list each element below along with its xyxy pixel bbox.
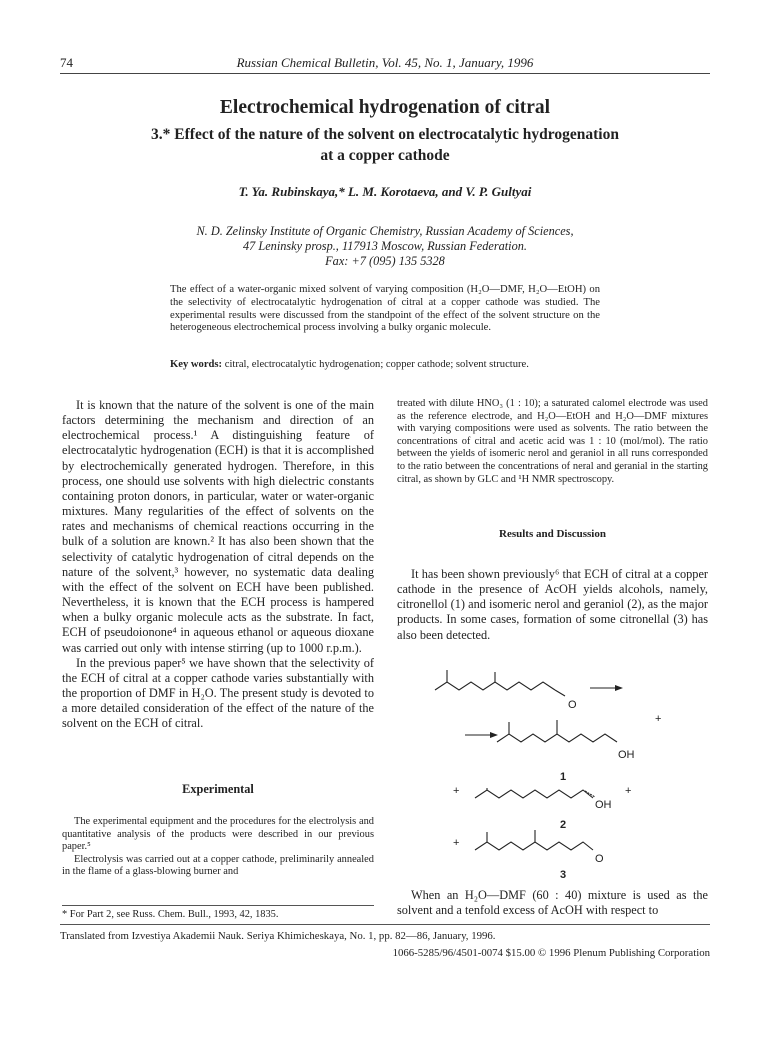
- results-heading: Results and Discussion: [499, 528, 606, 540]
- affiliation-line-1: N. D. Zelinsky Institute of Organic Chemistry, Russian Academy of Sciences,: [196, 224, 574, 238]
- arrow-head-1: [615, 685, 623, 691]
- geraniol-structure: [475, 788, 595, 798]
- citronellol-structure: [497, 720, 617, 742]
- compound-2-label: 2: [560, 819, 567, 831]
- bottom-rule: [60, 924, 710, 925]
- affiliation-line-2: 47 Leninsky prosp., 117913 Moscow, Russian Federation.: [243, 239, 527, 253]
- oh-label-1: OH: [618, 749, 635, 761]
- intro-paragraph-1: It is known that the nature of the solvent is one of the main factors determining the mechanism and direction of an electrochemical process.¹ A distinguishing feature of electrocatalytic hydrogenation (ECH) is that it is accomplished by electrochemically generated hydrogen. Therefore, in this process, one should use solvents with high dielectric constants containing proton donors, in particular, water or water-organic mixtures. Many regularities of the effect of solvents on the rates and mechanisms of chemical reactions occurring in the bulk of a solution are known.² It has also been shown that the selectivity of catalytic hydrogenation of citral depends on the nature of the solvent,³ however, no systematic data dealing with the effect of the solvent on ECH have been published. Nevertheless, it is known that the ECH process is hampered when a bulky organic molecule acts as the substrate. In fact, ECH of pseudoionone⁴ in aqueous ethanol or aqueous dioxane was carried out only with intense stirring (up to 1000 r.p.m.).: [62, 398, 374, 655]
- o-label-1: O: [568, 699, 577, 711]
- plus-2: +: [453, 785, 460, 797]
- results-continued: When an H₂O—DMF (60 : 40) mixture is used as the solvent and a tenfold excess of AcOH with respect to: [397, 888, 708, 918]
- experimental-continued: treated with dilute HNO₃ (1 : 10); a saturated calomel electrode was used as the reference electrode, and H₂O—EtOH and H₂O—DMF mixtures with varying compositions were used as solvents. The ratio between the concentrations of citral and acetic acid was 1 : 10 (mol/mol). The ratio between the yields of isomeric nerol and geraniol in all runs corresponded to the ratio between the concentrations of neral and geranial in the starting citral, as shown by GLC and ¹H NMR spectroscopy.: [397, 398, 708, 485]
- plus-4: +: [453, 837, 460, 849]
- intro-paragraph-2: In the previous paper⁵ we have shown that the selectivity of the ECH of citral at a copper cathode varies substantially with the proportion of DMF in H₂O. The present study is devoted to a more detailed consideration of the effect of the nature of the solvent on the ECH of citral.: [62, 655, 374, 731]
- subtitle-line-1: 3.* Effect of the nature of the solvent on electrocatalytic hydrogenation: [151, 126, 619, 143]
- results-paragraph-1: It has been shown previously⁶ that ECH of citral at a copper cathode in the presence of AcOH yields alcohols, namely, citronellol (1) and isomeric nerol and geraniol (2), as the major products. In some cases, formation of some citronellal (3) has also been detected.: [397, 567, 708, 642]
- plus-3: +: [625, 785, 632, 797]
- journal-citation: Russian Chemical Bulletin, Vol. 45, No. 1, January, 1996: [236, 55, 534, 70]
- oh-label-2: OH: [595, 799, 612, 811]
- experimental-paragraph-1: The experimental equipment and the procedures for the electrolysis and quantitative analysis of the products were described in our previous paper.⁵: [62, 816, 374, 853]
- experimental-paragraph-2: Electrolysis was carried out at a copper cathode, preliminarily annealed in the flame of a glass-blowing burner and: [62, 853, 374, 878]
- article-subtitle: [60, 124, 710, 166]
- footnote-rule: [62, 905, 374, 906]
- abstract: The effect of a water-organic mixed solvent of varying composition (H₂O—DMF, H₂O—EtOH) on the selectivity of electrocatalytic hydrogenation of citral at a copper cathode was studied. The experimental results were discussed from the standpoint of the effect of the solvent structure on the heterogeneous electrochemical process involving a bulky organic molecule.: [170, 284, 600, 334]
- compound-1-label: 1: [560, 771, 567, 783]
- citral-structure: [435, 670, 565, 696]
- compound-3-label: 3: [560, 869, 567, 880]
- results-text: [397, 567, 708, 643]
- o-label-2: O: [595, 853, 604, 865]
- citronellal-structure: [475, 830, 593, 850]
- page-number: 74: [60, 55, 73, 70]
- arrow-head-2: [490, 732, 498, 738]
- translation-note: Translated from Izvestiya Akademii Nauk. Seriya Khimicheskaya, No. 1, pp. 82—86, January, 1996.: [60, 930, 496, 942]
- reaction-scheme: [415, 660, 705, 880]
- affiliation-line-3: Fax: +7 (095) 135 5328: [325, 254, 445, 268]
- experimental-text: [62, 816, 374, 879]
- header-rule: [60, 73, 710, 74]
- subtitle-line-2: at a copper cathode: [320, 147, 450, 164]
- keywords: [170, 359, 610, 370]
- footnote: * For Part 2, see Russ. Chem. Bull., 1993, 42, 1835.: [62, 909, 279, 920]
- authors: T. Ya. Rubinskaya,* L. M. Korotaeva, and V. P. Gultyai: [238, 184, 532, 199]
- experimental-heading: Experimental: [182, 782, 254, 796]
- copyright-line: 1066-5285/96/4501-0074 $15.00 © 1996 Plenum Publishing Corporation: [392, 947, 710, 959]
- keywords-text: citral, electrocatalytic hydrogenation; copper cathode; solvent structure.: [222, 359, 529, 370]
- introduction: [62, 398, 374, 731]
- affiliation: [60, 224, 710, 269]
- keywords-label: Key words:: [170, 359, 223, 370]
- article-title: Electrochemical hydrogenation of citral: [219, 97, 551, 118]
- plus-1: +: [655, 713, 662, 725]
